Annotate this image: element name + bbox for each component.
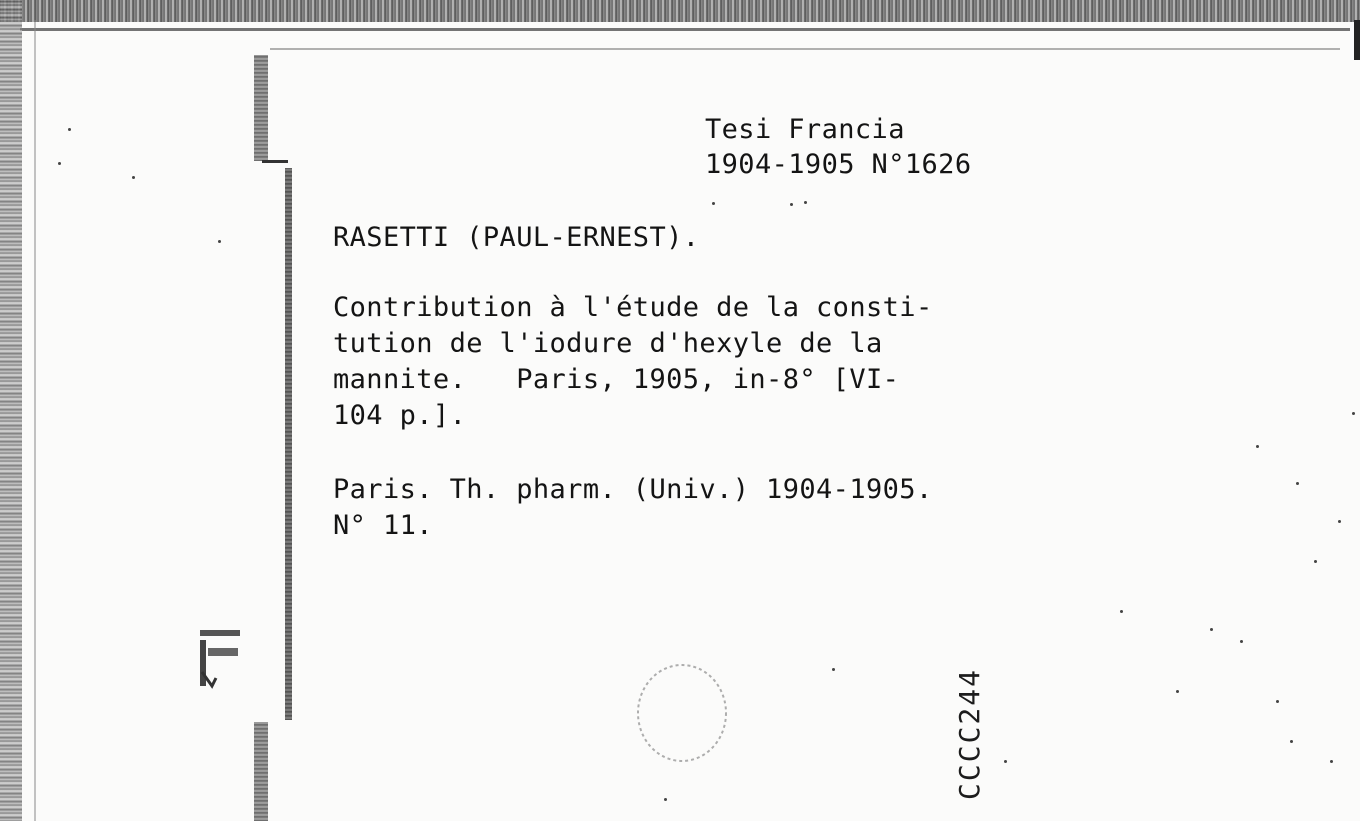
speck (1276, 700, 1279, 703)
speck (1314, 560, 1317, 563)
speck (1120, 610, 1123, 613)
speck (218, 240, 221, 243)
title-line: tution de l'iodure d'hexyle de la (333, 328, 883, 359)
scan-left-border (0, 0, 22, 821)
card-top-rule (20, 28, 1350, 31)
faint-oval-mark (632, 660, 732, 766)
header-year-number: 1904-1905 N°1626 (705, 149, 972, 180)
speck (1256, 445, 1259, 448)
card-tab-lower (254, 722, 268, 821)
title-line: 104 p.]. (333, 400, 467, 431)
note-line: N° 11. (333, 510, 433, 541)
speck (1240, 640, 1243, 643)
note-line: Paris. Th. pharm. (Univ.) 1904-1905. (333, 474, 933, 505)
speck (1338, 520, 1341, 523)
stamped-number-text: CCCC244 (953, 667, 986, 800)
speck (1352, 412, 1355, 415)
speck (58, 162, 61, 165)
speck (1330, 760, 1333, 763)
speck (1176, 690, 1179, 693)
speck (1296, 482, 1299, 485)
stamped-inventory-number (945, 650, 985, 800)
speck (68, 128, 71, 131)
speck (1210, 628, 1213, 631)
speck (832, 668, 835, 671)
speck (1004, 760, 1007, 763)
speck (712, 202, 715, 205)
card-tab-joint (262, 160, 288, 163)
speck (1290, 740, 1293, 743)
card-tab-edge (285, 168, 292, 720)
scan-right-mark (1354, 20, 1360, 60)
title-line: mannite. Paris, 1905, in-8° [VI- (333, 364, 900, 395)
scan-left-line (34, 20, 36, 821)
speck (132, 176, 135, 179)
author-name: RASETTI (PAUL-ERNEST). (333, 222, 700, 253)
card-inner-rule (270, 48, 1340, 50)
speck (664, 798, 667, 801)
small-stamp-mark (198, 628, 244, 690)
title-line: Contribution à l'étude de la consti- (333, 292, 933, 323)
speck (804, 201, 807, 204)
card-tab-upper (254, 55, 268, 161)
speck (790, 203, 793, 206)
scan-top-border (0, 0, 1360, 22)
header-collection-label: Tesi Francia (705, 114, 905, 145)
